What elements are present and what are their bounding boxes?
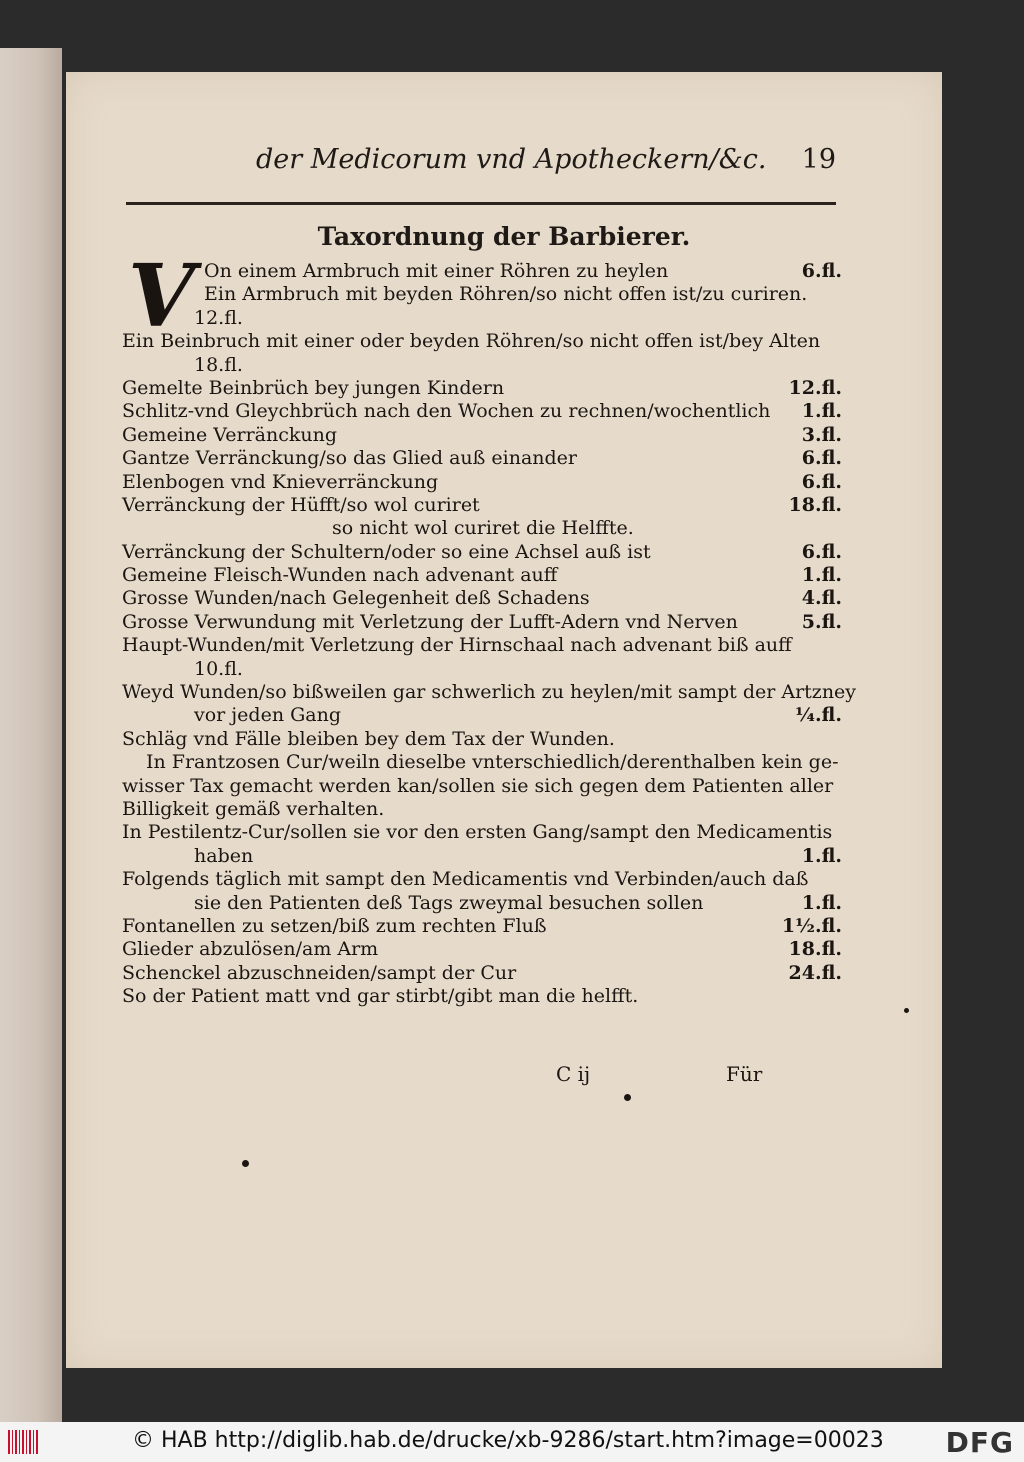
tariff-entry (122, 868, 842, 891)
running-header (256, 144, 836, 184)
entry-price: 6.fl. (801, 447, 842, 470)
entry-text: On einem Armbruch mit einer Röhren zu heylen (204, 260, 669, 282)
entry-price: 18.fl. (788, 938, 842, 961)
entry-text: 10.fl. (194, 657, 243, 680)
tariff-entry (122, 471, 842, 494)
entry-text: In Pestilentz-Cur/sollen sie vor den ersten Gang/sampt den Medicamentis (122, 821, 833, 844)
entry-text: wisser Tax gemacht werden kan/sollen sie sich gegen dem Patienten aller (122, 774, 834, 797)
entry-price: 1.fl. (801, 844, 842, 867)
tariff-entry (122, 985, 842, 1008)
entry-text: Haupt-Wunden/mit Verletzung der Hirnschaal nach advenant biß auff (122, 634, 792, 657)
entry-text: Schenckel abzuschneiden/sampt der Cur (122, 961, 517, 984)
copyright-link[interactable]: © HAB http://diglib.hab.de/drucke/xb-9286/start.htm?image=00023 (132, 1428, 884, 1453)
tariff-entry (122, 611, 842, 634)
tariff-entry (122, 447, 842, 470)
entry-text: Gemelte Beinbrüch bey jungen Kindern (122, 376, 505, 399)
tariff-entry (122, 821, 842, 844)
entry-price: 5.fl. (801, 610, 842, 633)
tariff-entry (122, 307, 842, 330)
tariff-list (122, 260, 857, 1009)
dfg-logo: DFG (945, 1426, 1014, 1459)
tariff-entry (122, 798, 842, 821)
tariff-entry (122, 658, 842, 681)
previous-page-edge (0, 48, 62, 1428)
section-title: Taxordnung der Barbierer. (317, 222, 691, 251)
entry-text: Grosse Wunden/nach Gelegenheit deß Schadens (122, 587, 590, 610)
library-logo-icon (8, 1430, 38, 1454)
entry-text: In Frantzosen Cur/weiln dieselbe vnterschiedlich/derenthalben kein ge- (146, 751, 839, 774)
entry-price: 1.fl. (801, 891, 842, 914)
entry-price: 6.fl. (801, 260, 842, 282)
tariff-entry (122, 845, 842, 868)
entry-text: so nicht wol curiret die Helffte. (332, 517, 634, 540)
tariff-entry (122, 681, 857, 704)
entry-price: 6.fl. (801, 470, 842, 493)
entry-text: Weyd Wunden/so bißweilen gar schwerlich zu heylen/mit sampt der Artzney (122, 681, 857, 704)
page-number: 19 (801, 144, 836, 175)
entry-text: Schläg vnd Fälle bleiben bey dem Tax der Wunden. (122, 727, 615, 750)
entry-text: Gemeine Verränckung (122, 423, 338, 446)
tariff-entry (122, 751, 842, 774)
ink-spot (624, 1094, 631, 1101)
entry-text: Glieder abzulösen/am Arm (122, 938, 379, 961)
entry-text: vor jeden Gang (194, 704, 342, 727)
entry-text: Billigkeit gemäß verhalten. (122, 797, 385, 820)
entry-price: 6.fl. (801, 540, 842, 563)
tariff-entry (122, 587, 842, 610)
entry-text: Verränckung der Schultern/oder so eine Achsel auß ist (122, 540, 651, 563)
tariff-entry (122, 915, 842, 938)
tariff-entry (122, 283, 842, 306)
catchword: Für (726, 1062, 763, 1086)
entry-text: Ein Armbruch mit beyden Röhren/so nicht offen ist/zu curiren. (204, 283, 808, 306)
tariff-entry (122, 728, 842, 751)
entry-text: Grosse Verwundung mit Verletzung der Lufft-Adern vnd Nerven (122, 610, 738, 633)
tariff-entry (122, 892, 842, 915)
tariff-entry (122, 517, 842, 540)
entry-price: 1½.fl. (781, 914, 842, 937)
tariff-entry (122, 400, 842, 423)
tariff-entry (122, 260, 842, 283)
entry-price: 24.fl. (788, 961, 842, 984)
tariff-entry (122, 377, 842, 400)
tariff-entry (122, 494, 842, 517)
tariff-entry (122, 354, 842, 377)
drop-capital: V (128, 246, 195, 347)
entry-text: Ein Beinbruch mit einer oder beyden Röhren/so nicht offen ist/bey Alten (122, 330, 821, 353)
entry-price: ¼.fl. (795, 704, 842, 727)
entry-price: 4.fl. (801, 587, 842, 610)
tariff-entry (122, 541, 842, 564)
tariff-entry (122, 564, 842, 587)
header-title: der Medicorum vnd Apotheckern/&c. (256, 144, 767, 175)
entry-text: 12.fl. (194, 306, 243, 329)
entry-text: 18.fl. (194, 353, 243, 376)
signature-mark: C ij (556, 1062, 591, 1086)
entry-price: 18.fl. (788, 493, 842, 516)
ink-spot (242, 1160, 249, 1167)
entry-text: Verränckung der Hüfft/so wol curiret (122, 493, 480, 516)
viewer-footer (0, 1422, 1024, 1462)
entry-text: sie den Patienten deß Tags zweymal besuchen sollen (194, 891, 704, 914)
entry-text: Folgends täglich mit sampt den Medicamentis vnd Verbinden/auch daß (122, 868, 809, 891)
header-rule (126, 202, 836, 205)
entry-text: Elenbogen vnd Knieverränckung (122, 470, 439, 493)
entry-text: So der Patient matt vnd gar stirbt/gibt man die helfft. (122, 985, 639, 1008)
tariff-entry (122, 330, 842, 353)
tariff-entry (122, 775, 842, 798)
entry-price: 3.fl. (801, 423, 842, 446)
tariff-entry (122, 962, 842, 985)
tariff-entry (122, 634, 842, 657)
entry-text: Fontanellen zu setzen/biß zum rechten Fluß (122, 914, 547, 937)
ink-spot (904, 1008, 909, 1013)
tariff-entry (122, 424, 842, 447)
entry-price: 1.fl. (801, 400, 842, 423)
tariff-entry (122, 938, 842, 961)
entry-price: 12.fl. (788, 376, 842, 399)
entry-text: Gemeine Fleisch-Wunden nach advenant auff (122, 564, 558, 587)
entry-text: haben (194, 844, 254, 867)
tariff-entry (122, 704, 842, 727)
entry-text: Gantze Verränckung/so das Glied auß einander (122, 447, 578, 470)
entry-price: 1.fl. (801, 564, 842, 587)
book-page (66, 72, 942, 1368)
entry-text: Schlitz-vnd Gleychbrüch nach den Wochen zu rechnen/wochentlich (122, 400, 771, 423)
